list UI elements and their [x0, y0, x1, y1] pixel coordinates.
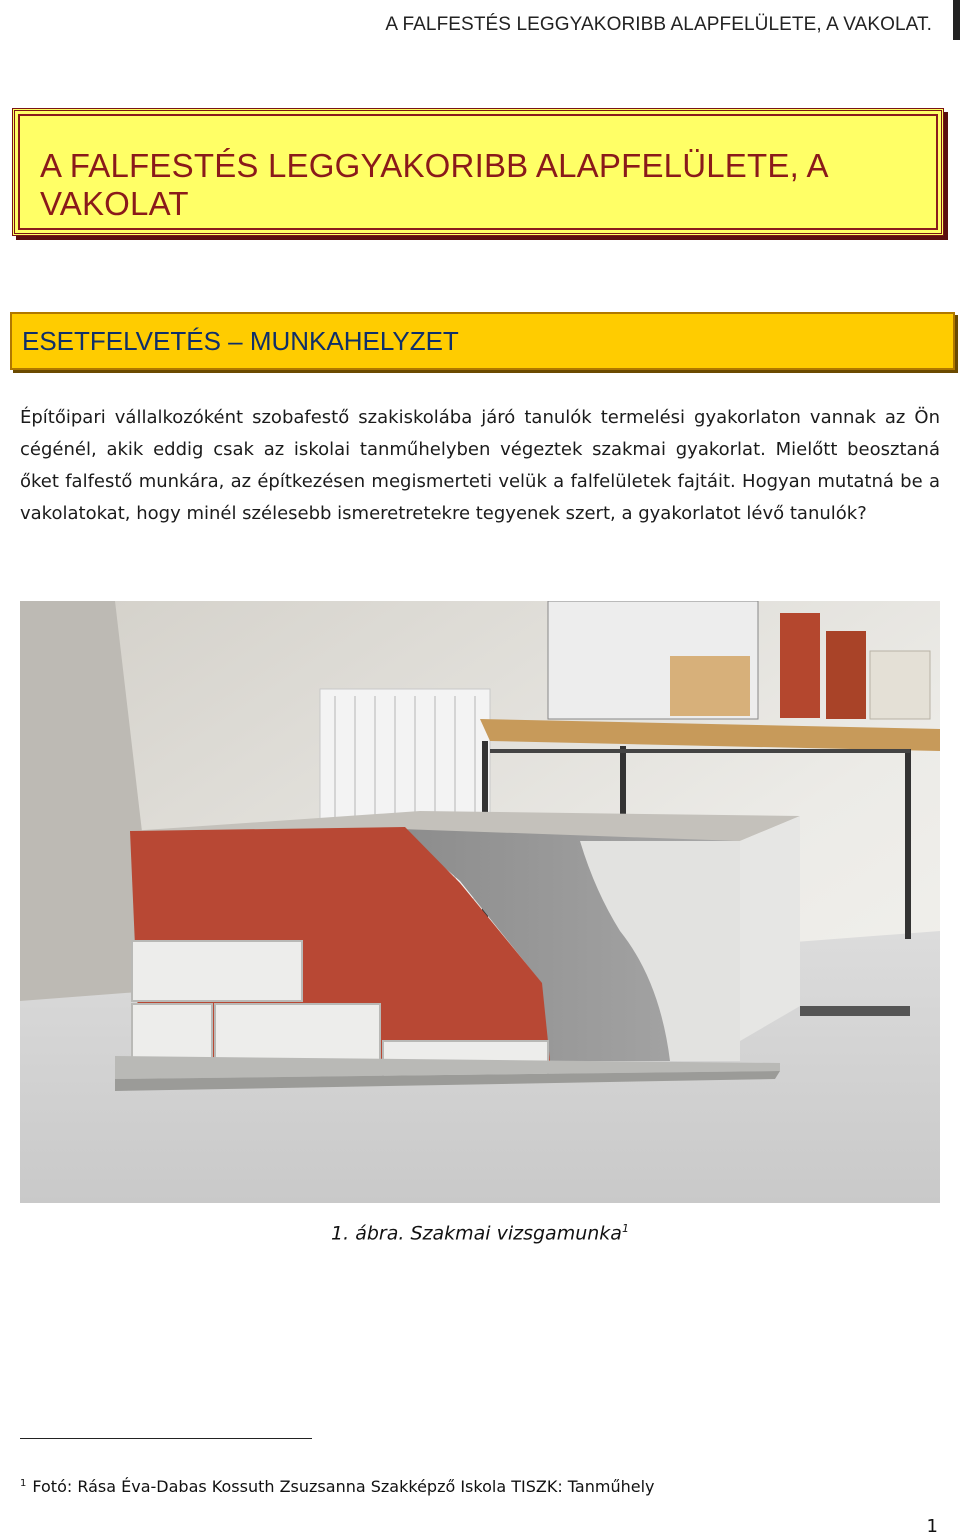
figure-caption-footnote-ref: 1: [621, 1222, 629, 1235]
main-title-box: [12, 108, 944, 236]
main-title: A FALFESTÉS LEGGYAKORIBB ALAPFELÜLETE, A VAKOLAT: [40, 147, 827, 222]
running-header: A FALFESTÉS LEGGYAKORIBB ALAPFELÜLETE, A VAKOLAT.: [385, 14, 932, 35]
figure-photo: [20, 601, 940, 1203]
body-paragraph: Építőipari vállalkozóként szobafestő szakiskolába járó tanulók termelési gyakorlaton vannak az Ön cégénél, akik eddig csak az iskolai tanműhelyben végeztek szakmai gyakorlat. Mielőtt beosztaná őket falfestő munkára, az építkezésen megismerteti velük a falfelületek fajtáit. Hogyan mutatná be a vakolatokat, hogy minél szélesebb ismeretretekre tegyenek szert, a gyakorlatot lévő tanulók?: [20, 407, 940, 524]
footnote-marker: 1: [20, 1477, 27, 1489]
figure-caption: [0, 1222, 960, 1244]
section-heading: ESETFELVETÉS – MUNKAHELYZET: [22, 326, 459, 356]
page-number: 1: [926, 1516, 938, 1537]
footnote: [20, 1477, 654, 1496]
figure-caption-text: 1. ábra. Szakmai vizsgamunka: [331, 1222, 622, 1245]
footnote-separator: [20, 1438, 312, 1439]
header-edge-bar: [953, 0, 960, 40]
section-heading-box: [10, 312, 955, 370]
footnote-text: Fotó: Rása Éva-Dabas Kossuth Zsuzsanna Szakképző Iskola TISZK: Tanműhely: [32, 1477, 655, 1496]
